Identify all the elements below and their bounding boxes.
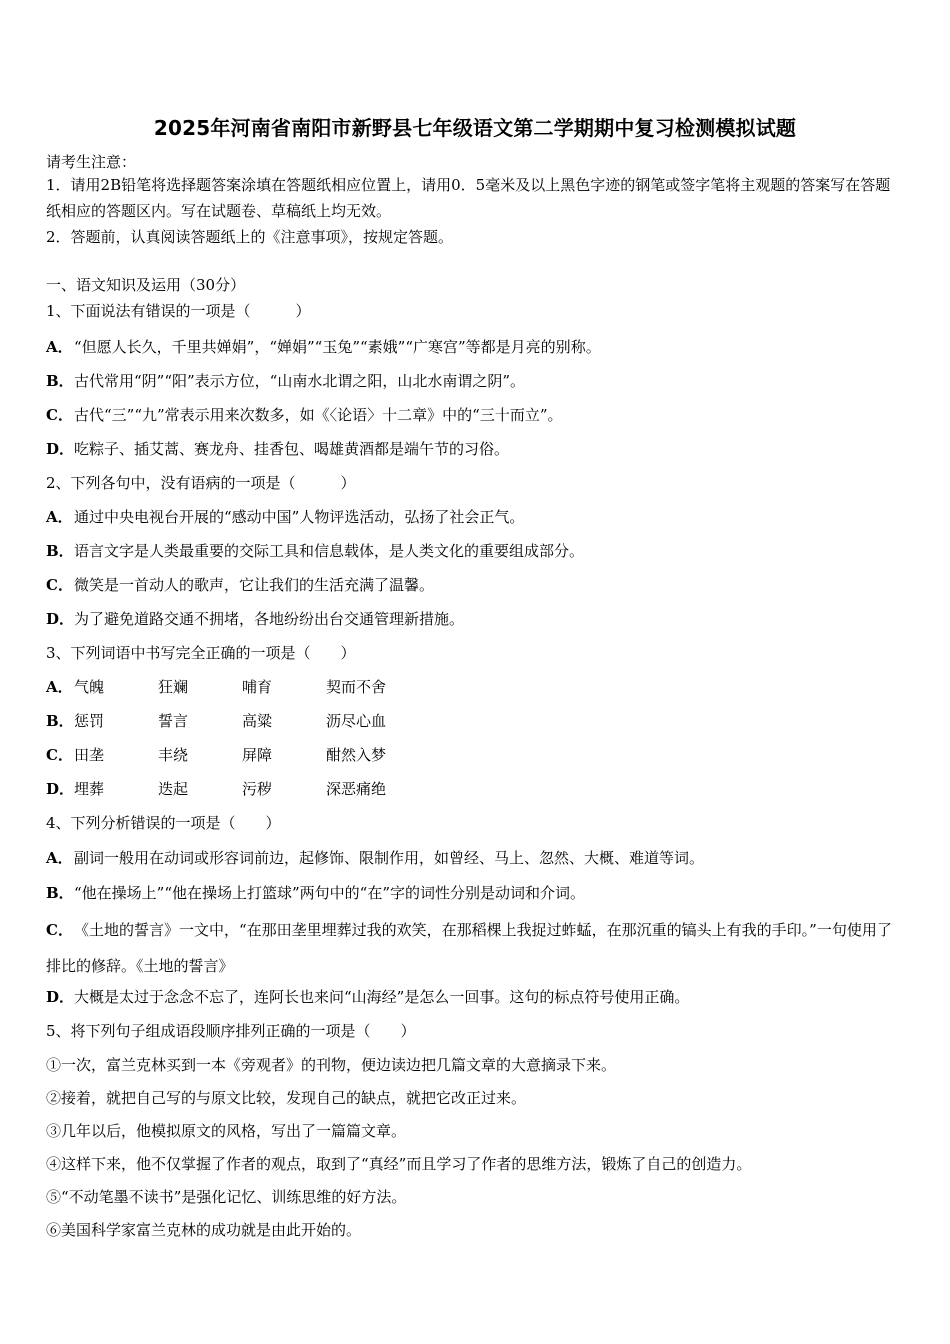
q4-option-b (46, 883, 585, 903)
q1-option-c (46, 405, 563, 425)
option-word: 惩罚 (74, 712, 105, 730)
option-word: 气魄 (74, 678, 105, 696)
option-text: 副词一般用在动词或形容词前边，起修饰、限制作用，如曾经、马上、忽然、大概、难道等词。 (74, 849, 705, 867)
q1-option-b (46, 371, 525, 391)
option-word: 誓言 (158, 712, 189, 730)
q2-option-b (46, 541, 584, 561)
q4-option-a (46, 848, 704, 868)
option-label: C． (46, 406, 73, 424)
option-label: A． (46, 508, 73, 526)
option-label: B． (46, 884, 74, 902)
option-label: C． (46, 576, 73, 594)
notice-item-1: 1．请用2B铅笔将选择题答案涂填在答题纸相应位置上，请用0．5毫米及以上黑色字迹的钢笔或签字笔将主观题的答案写在答题纸相应的答题区内。写在试题卷、草稿纸上均无效。 (46, 176, 891, 220)
option-text: 《土地的誓言》一文中，“在那田垄里埋葬过我的欢笑，在那稻棵上我捉过蚱蜢，在那沉重的镐头上有我的手印。”一句使用了排比的修辞。《土地的誓言》 (46, 921, 892, 975)
option-label: B． (46, 542, 74, 560)
option-label: A． (46, 338, 73, 356)
option-word: 狂斓 (158, 678, 189, 696)
option-label: A． (46, 678, 73, 696)
option-text: 为了避免道路交通不拥堵，各地纷纷出台交通管理新措施。 (74, 610, 465, 628)
option-label: C． (46, 746, 73, 764)
option-label: B． (46, 712, 74, 730)
q3-option-d (46, 779, 386, 799)
q5-sentence: ①一次，富兰克林买到一本《旁观者》的刊物，便边读边把几篇文章的大意摘录下来。 (46, 1056, 617, 1074)
option-label: B． (46, 372, 74, 390)
q2-option-a (46, 507, 524, 527)
q1-option-a (46, 337, 601, 357)
q4-stem: 4、下列分析错误的一项是（ ） (46, 814, 281, 832)
option-text: 通过中央电视台开展的“感动中国”人物评选活动，弘扬了社会正气。 (74, 508, 525, 526)
notice-item-2: 2．答题前，认真阅读答题纸上的《注意事项》，按规定答题。 (46, 228, 454, 246)
option-word: 深恶痛绝 (326, 780, 387, 798)
q5-sentence: ⑥美国科学家富兰克林的成功就是由此开始的。 (46, 1221, 362, 1239)
q1-stem: 1、下面说法有错误的一项是（ ） (46, 302, 311, 320)
option-text: “他在操场上”“他在操场上打篮球”两句中的“在”字的词性分别是动词和介词。 (74, 884, 586, 902)
q5-stem: 5、将下列句子组成语段顺序排列正确的一项是（ ） (46, 1022, 416, 1040)
q2-option-c (46, 575, 434, 595)
option-text: “但愿人长久，千里共婵娟”，“婵娟”“玉兔”“素娥”“广寒宫”等都是月亮的别称。 (74, 338, 601, 356)
option-text: 吃粽子、插艾蒿、赛龙舟、挂香包、喝雄黄酒都是端午节的习俗。 (74, 440, 510, 458)
q5-sentence: ②接着，就把自己写的与原文比较，发现自己的缺点，就把它改正过来。 (46, 1089, 527, 1107)
option-label: D． (46, 440, 75, 458)
q5-sentence: ③几年以后，他模拟原文的风格，写出了一篇篇文章。 (46, 1122, 407, 1140)
option-text: 语言文字是人类最重要的交际工具和信息载体，是人类文化的重要组成部分。 (74, 542, 585, 560)
q3-option-b (46, 711, 386, 731)
option-word: 高粱 (242, 712, 273, 730)
q3-option-c (46, 745, 386, 765)
option-text: 大概是太过于念念不忘了，连阿长也来问“山海经”是怎么一回事。这句的标点符号使用正确。 (74, 988, 690, 1006)
option-word: 契而不舍 (326, 678, 387, 696)
option-label: D． (46, 988, 75, 1006)
page-title: 2025年河南省南阳市新野县七年级语文第二学期期中复习检测模拟试题 (153, 116, 797, 140)
option-word: 田垄 (74, 746, 105, 764)
option-word: 沥尽心血 (326, 712, 387, 730)
option-label: C． (46, 921, 73, 939)
q2-option-d (46, 609, 464, 629)
option-label: D． (46, 780, 75, 798)
q3-option-a (46, 677, 386, 697)
option-word: 酣然入梦 (326, 746, 387, 764)
option-word: 污秽 (242, 780, 273, 798)
option-label: D． (46, 610, 75, 628)
option-word: 哺育 (242, 678, 273, 696)
notice-heading: 请考生注意： (46, 153, 137, 171)
option-word: 屏障 (242, 746, 273, 764)
q4-option-d (46, 987, 689, 1007)
q5-sentence: ④这样下来，他不仅掌握了作者的观点，取到了“真经”而且学习了作者的思维方法，锻炼了自己的创造力。 (46, 1155, 752, 1173)
q3-stem: 3、下列词语中书写完全正确的一项是（ ） (46, 644, 356, 662)
option-text: 微笑是一首动人的歌声，它让我们的生活充满了温馨。 (74, 576, 435, 594)
q2-stem: 2、下列各句中，没有语病的一项是（ ） (46, 474, 356, 492)
option-label: A． (46, 849, 73, 867)
option-text: 古代“三”“九”常表示用来次数多，如《〈论语〉十二章》中的“三十而立”。 (74, 406, 563, 424)
q4-option-c (46, 912, 896, 984)
option-word: 丰绕 (158, 746, 189, 764)
section-heading: 一、语文知识及运用（30分） (46, 276, 246, 294)
q5-sentence: ⑤“不动笔墨不读书”是强化记忆、训练思维的好方法。 (46, 1188, 407, 1206)
q1-option-d (46, 439, 509, 459)
option-word: 迭起 (158, 780, 189, 798)
option-text: 古代常用“阴”“阳”表示方位，“山南水北谓之阳，山北水南谓之阴”。 (74, 372, 526, 390)
option-word: 埋葬 (74, 780, 105, 798)
